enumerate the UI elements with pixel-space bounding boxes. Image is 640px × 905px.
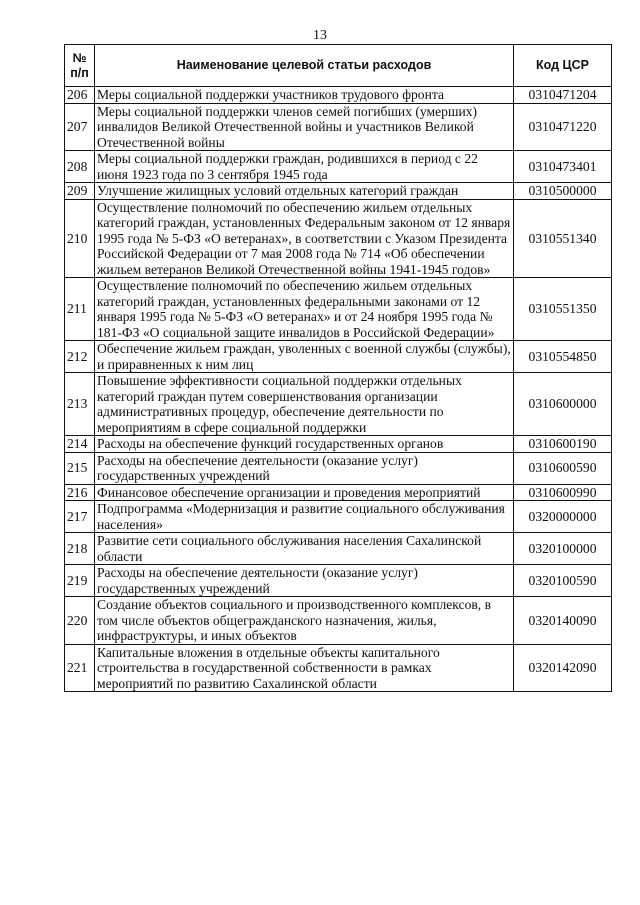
table-row <box>65 103 612 151</box>
row-code: 0320140090 <box>514 597 612 645</box>
table-body <box>65 87 612 692</box>
row-number: 211 <box>65 278 95 341</box>
row-code: 0320100000 <box>514 533 612 565</box>
row-name: Осуществление полномочий по обеспечению жильем отдельных категорий граждан, установленных федеральными законами от 12 января 1995 года № 5-ФЗ «О ветеранах» и от 24 ноября 1995 года № 181-ФЗ «О социальной защите инвалидов в Российской Федерации» <box>95 278 514 341</box>
row-name: Меры социальной поддержки членов семей погибших (умерших) инвалидов Великой Отечественной войны и участников Великой Отечественной войны <box>95 103 514 151</box>
row-number: 219 <box>65 565 95 597</box>
row-number: 209 <box>65 183 95 200</box>
row-code: 0320000000 <box>514 501 612 533</box>
table-row <box>65 436 612 453</box>
row-code: 0310600190 <box>514 436 612 453</box>
table-row <box>65 452 612 484</box>
row-name: Расходы на обеспечение деятельности (оказание услуг) государственных учреждений <box>95 452 514 484</box>
row-name: Создание объектов социального и производственного комплексов, в том числе объектов общегражданского назначения, жилья, инфраструктуры, и иных объектов <box>95 597 514 645</box>
row-name: Повышение эффективности социальной поддержки отдельных категорий граждан путем совершенствования организации административных процедур, обеспечение деятельности по мероприятиям в сфере социальной поддержки <box>95 373 514 436</box>
row-number: 220 <box>65 597 95 645</box>
table-row <box>65 373 612 436</box>
table-row <box>65 87 612 104</box>
row-number: 206 <box>65 87 95 104</box>
row-number: 216 <box>65 484 95 501</box>
row-code: 0310600990 <box>514 484 612 501</box>
row-code: 0310471220 <box>514 103 612 151</box>
header-code: Код ЦСР <box>514 45 612 87</box>
table-row <box>65 278 612 341</box>
row-code: 0320100590 <box>514 565 612 597</box>
table-row <box>65 501 612 533</box>
row-code: 0310471204 <box>514 87 612 104</box>
row-code: 0310600590 <box>514 452 612 484</box>
row-name: Финансовое обеспечение организации и проведения мероприятий <box>95 484 514 501</box>
row-number: 213 <box>65 373 95 436</box>
header-name: Наименование целевой статьи расходов <box>95 45 514 87</box>
budget-codes-table <box>64 44 612 692</box>
row-code: 0310551350 <box>514 278 612 341</box>
header-number: № п/п <box>65 45 95 87</box>
row-code: 0310554850 <box>514 341 612 373</box>
row-name: Расходы на обеспечение деятельности (оказание услуг) государственных учреждений <box>95 565 514 597</box>
row-code: 0310600000 <box>514 373 612 436</box>
row-number: 208 <box>65 151 95 183</box>
row-name: Расходы на обеспечение функций государственных органов <box>95 436 514 453</box>
row-number: 210 <box>65 199 95 278</box>
table-row <box>65 199 612 278</box>
row-name: Осуществление полномочий по обеспечению жильем отдельных категорий граждан, установленных Федеральным законом от 12 января 1995 года № 5-ФЗ «О ветеранах», в соответствии с Указом Президента Российской Федерации от 7 мая 2008 года № 714 «Об обеспечении жильем ветеранов Великой Отечественной войны 1941-1945 годов» <box>95 199 514 278</box>
table-row <box>65 484 612 501</box>
row-name: Обеспечение жильем граждан, уволенных с военной службы (службы), и приравненных к ним лиц <box>95 341 514 373</box>
row-number: 218 <box>65 533 95 565</box>
row-name: Подпрограмма «Модернизация и развитие социального обслуживания населения» <box>95 501 514 533</box>
row-name: Меры социальной поддержки граждан, родившихся в период с 22 июня 1923 года по 3 сентября 1945 года <box>95 151 514 183</box>
row-code: 0310551340 <box>514 199 612 278</box>
table-row <box>65 597 612 645</box>
row-code: 0320142090 <box>514 644 612 692</box>
table-row <box>65 151 612 183</box>
row-number: 217 <box>65 501 95 533</box>
row-code: 0310473401 <box>514 151 612 183</box>
row-number: 212 <box>65 341 95 373</box>
row-name: Развитие сети социального обслуживания населения Сахалинской области <box>95 533 514 565</box>
row-name: Капитальные вложения в отдельные объекты капитального строительства в государственной собственности в рамках мероприятий по развитию Сахалинской области <box>95 644 514 692</box>
table-header-row <box>65 45 612 87</box>
row-number: 215 <box>65 452 95 484</box>
table-row <box>65 644 612 692</box>
table-row <box>65 341 612 373</box>
table-row <box>65 533 612 565</box>
table-row <box>65 183 612 200</box>
row-number: 207 <box>65 103 95 151</box>
row-code: 0310500000 <box>514 183 612 200</box>
table-row <box>65 565 612 597</box>
page-number: 13 <box>313 28 327 43</box>
row-name: Меры социальной поддержки участников трудового фронта <box>95 87 514 104</box>
row-name: Улучшение жилищных условий отдельных категорий граждан <box>95 183 514 200</box>
row-number: 214 <box>65 436 95 453</box>
row-number: 221 <box>65 644 95 692</box>
